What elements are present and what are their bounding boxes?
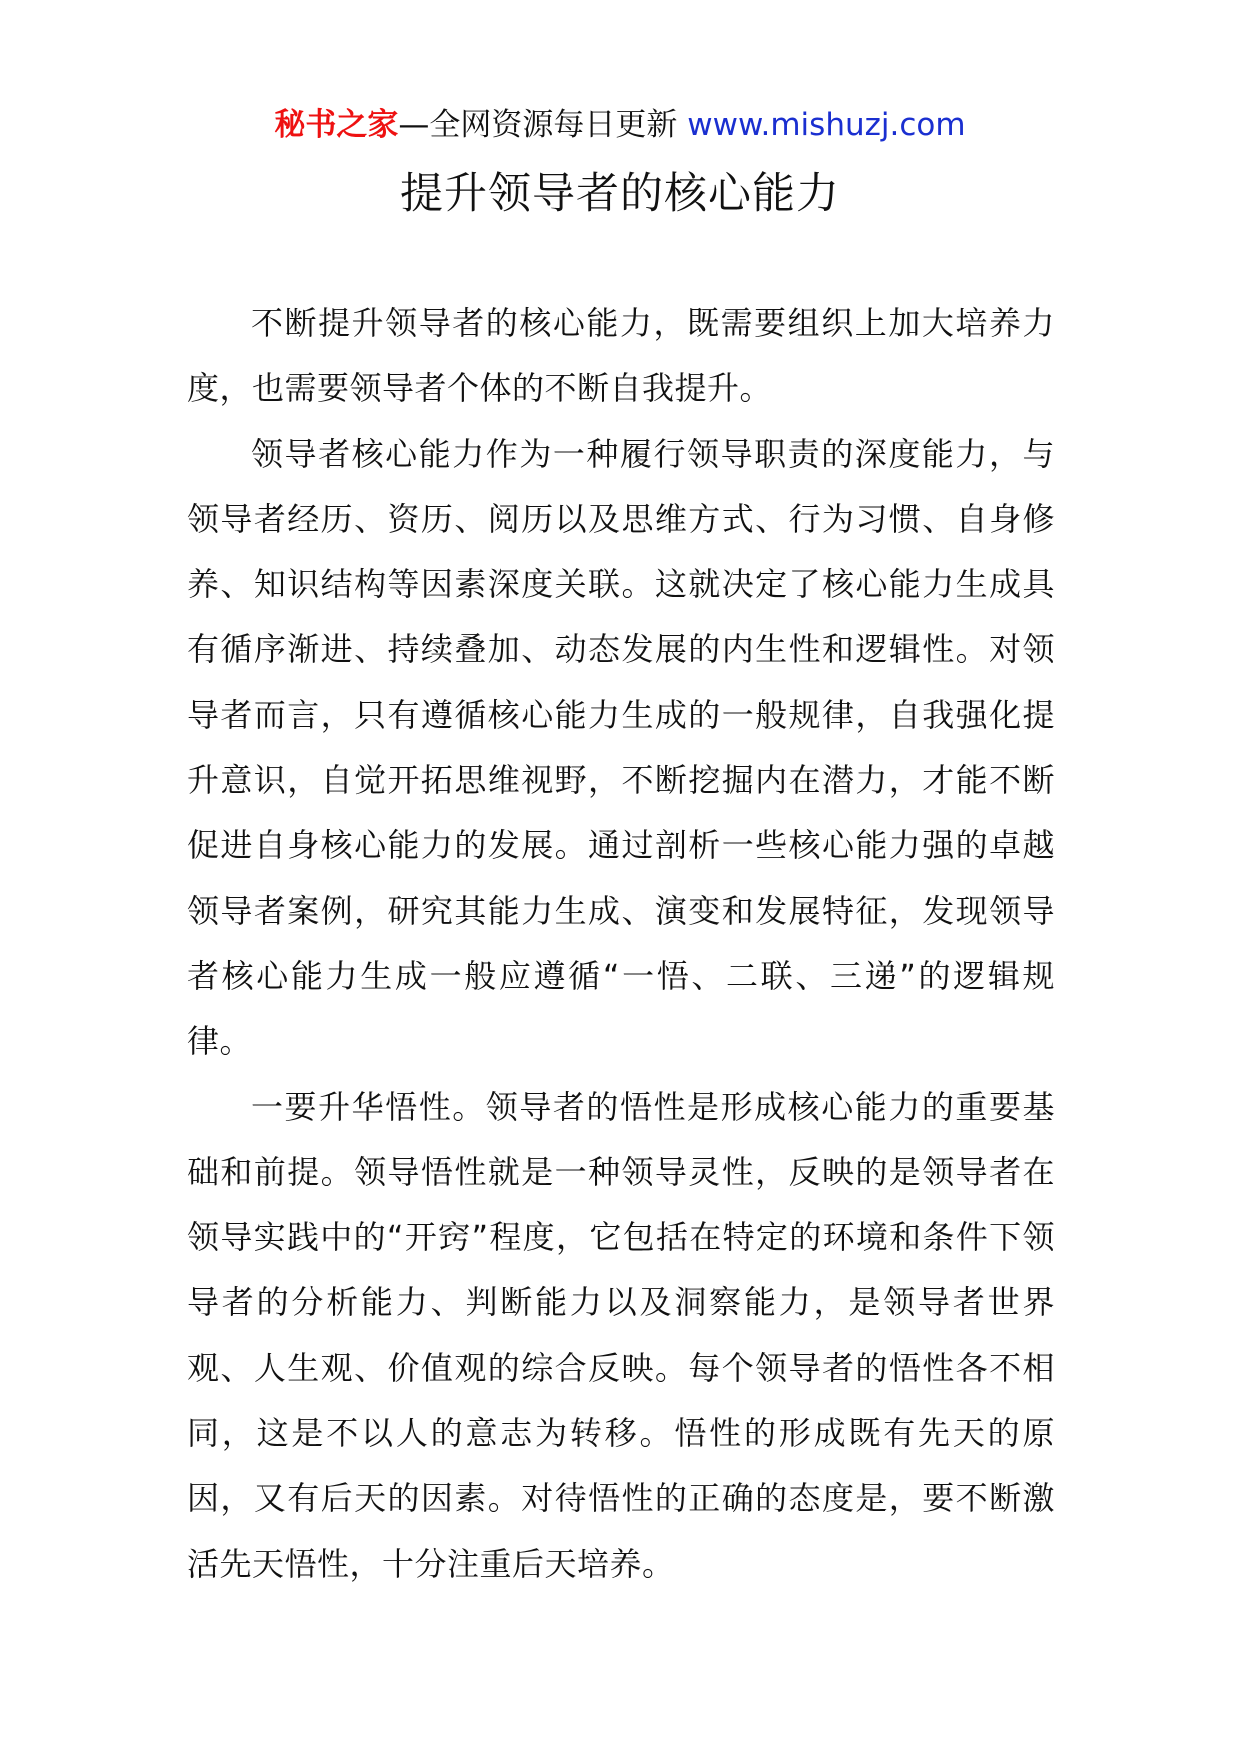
header-slogan: —全网资源每日更新 <box>398 107 688 143</box>
paragraph-intro: 不断提升领导者的核心能力，既需要组织上加大培养力度，也需要领导者个体的不断自我提升。 <box>187 304 1055 408</box>
paragraph-core-ability: 领导者核心能力作为一种履行领导职责的深度能力，与领导者经历、资历、阅历以及思维方式、行为习惯、自身修养、知识结构等因素深度关联。这就决定了核心能力生成具有循序渐进、持续叠加、动态发展的内生性和逻辑性。对领导者而言，只有遵循核心能力生成的一般规律，自我强化提升意识，自觉开拓思维视野，不断挖掘内在潜力，才能不断促进自身核心能力的发展。通过剖析一些核心能力强的卓越领导者案例，研究其能力生成、演变和发展特征，发现领导者核心能力生成一般应遵循“一悟、二联、三递”的逻辑规律。 <box>187 434 1055 1061</box>
paragraph-sublimate-insight: 一要升华悟性。领导者的悟性是形成核心能力的重要基础和前提。领导悟性就是一种领导灵性，反映的是领导者在领导实践中的“开窍”程度，它包括在特定的环境和条件下领导者的分析能力、判断能力以及洞察能力，是领导者世界观、人生观、价值观的综合反映。每个领导者的悟性各不相同，这是不以人的意志为转移。悟性的形成既有先天的原因，又有后天的因素。对待悟性的正确的态度是，要不断激活先天悟性，十分注重后天培养。 <box>187 1087 1055 1583</box>
site-header <box>0 100 1240 150</box>
brand-name: 秘书之家 <box>274 107 399 143</box>
site-url-link[interactable]: www.mishuzj.com <box>687 107 966 143</box>
document-body <box>187 291 1055 1597</box>
document-title: 提升领导者的核心能力 <box>400 169 840 219</box>
